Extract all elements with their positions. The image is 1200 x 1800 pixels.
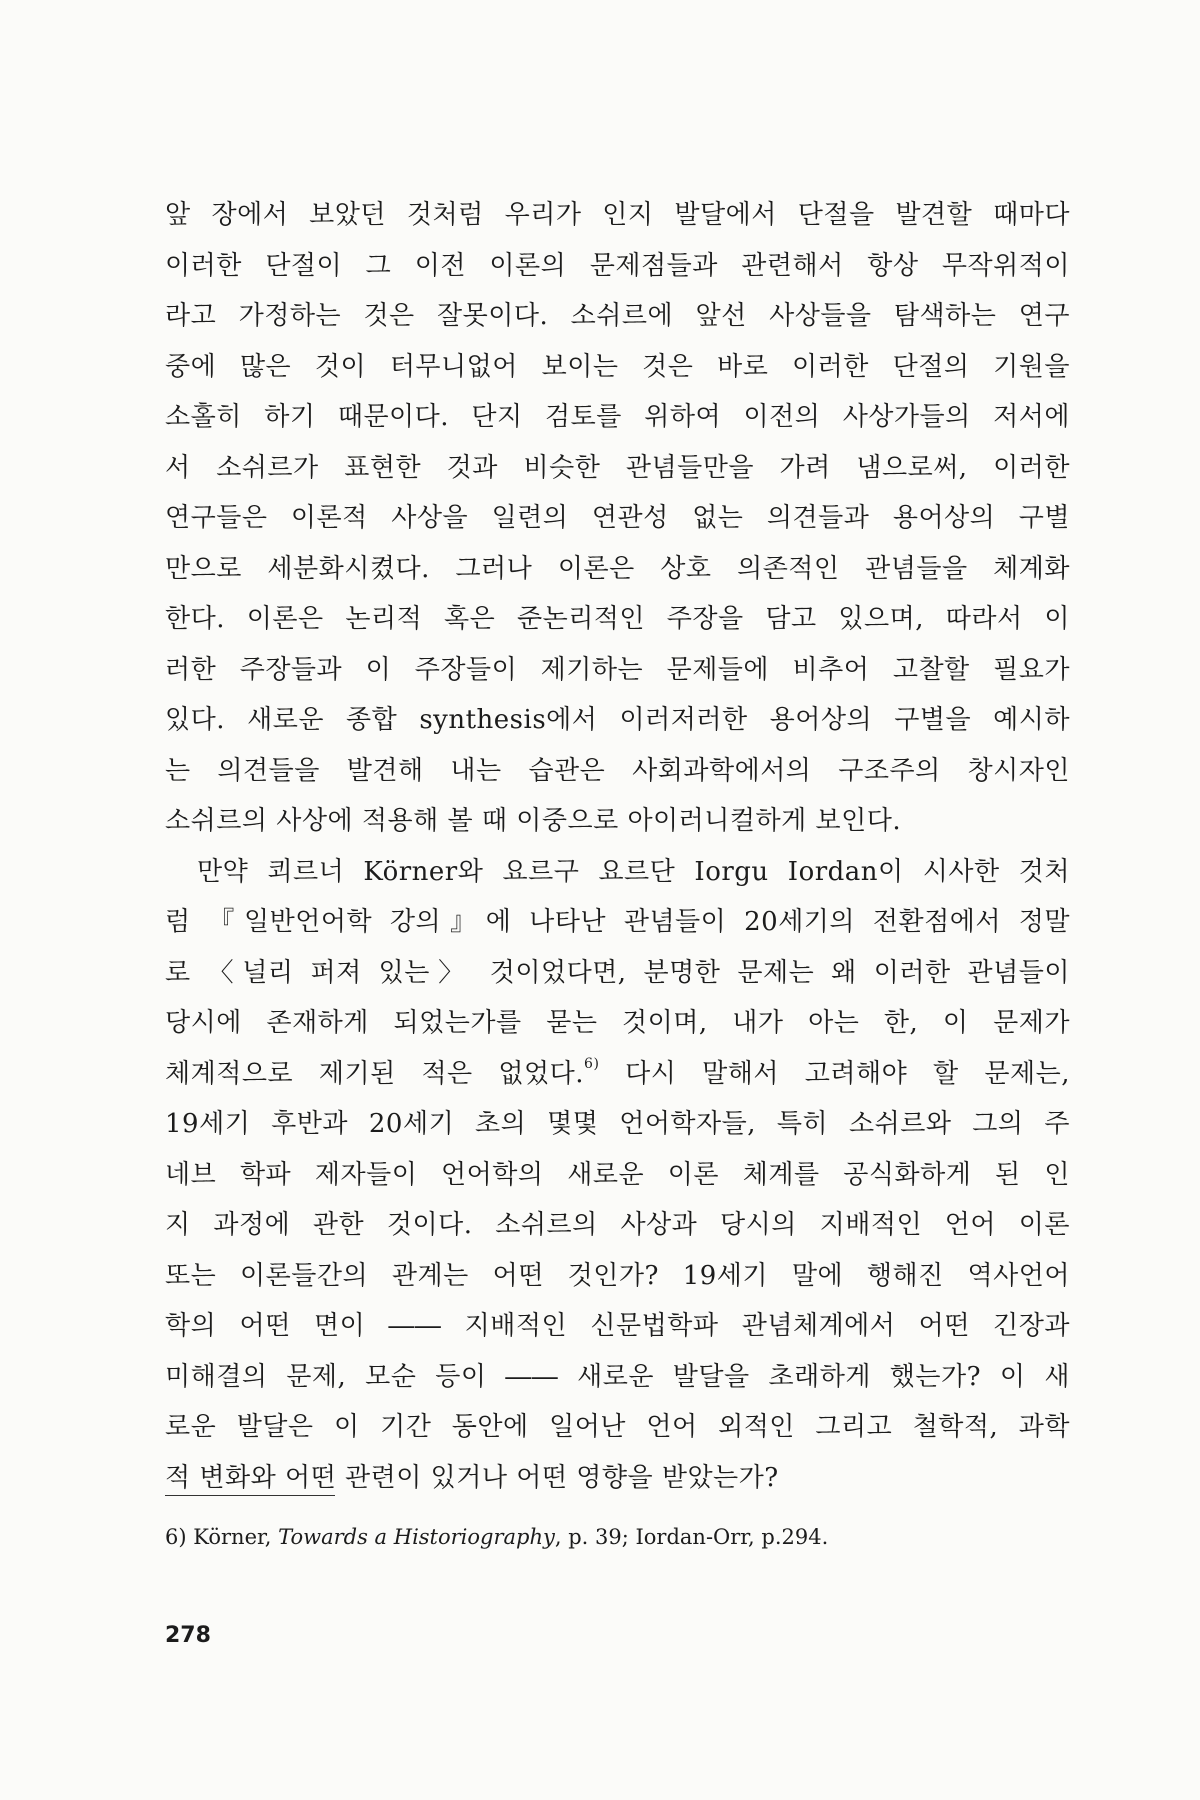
text-line: 당시에 존재하게 되었는가를 묻는 것이며, 내가 아는 한, 이 문제가 xyxy=(165,1008,1070,1038)
text-line: 연구들은 이론적 사상을 일련의 연관성 없는 의견들과 용어상의 구별 xyxy=(165,503,1070,533)
text-line: 중에 많은 것이 터무니없어 보이는 것은 바로 이러한 단절의 기원을 xyxy=(165,351,1070,382)
text-line: 지 과정에 관한 것이다. 소쉬르의 사상과 당시의 지배적인 언어 이론 xyxy=(165,1210,1070,1240)
text-line: 적 변화와 어떤 관련이 있거나 어떤 영향을 받았는가? xyxy=(165,1462,779,1493)
text-line: 만으로 세분화시켰다. 그러나 이론은 상호 의존적인 관념들을 체계화 xyxy=(165,553,1070,584)
text-line: 러한 주장들과 이 주장들이 제기하는 문제들에 비추어 고찰할 필요가 xyxy=(165,654,1070,685)
text-line: 앞 장에서 보았던 것처럼 우리가 인지 발달에서 단절을 발견할 때마다 xyxy=(165,200,1070,230)
body-text xyxy=(165,190,1070,1503)
text-line: 는 의견들을 발견해 내는 습관은 사회과학에서의 구조주의 창시자인 xyxy=(165,755,1070,786)
text-line: 미해결의 문제, 모순 등이 ―― 새로운 발달을 초래하게 했는가? 이 새 xyxy=(165,1361,1070,1392)
text-line: 라고 가정하는 것은 잘못이다. 소쉬르에 앞선 사상들을 탐색하는 연구 xyxy=(165,301,1070,331)
text-line: 19세기 후반과 20세기 초의 몇몇 언어학자들, 특히 소쉬르와 그의 주 xyxy=(165,1109,1070,1139)
text-line: 학의 어떤 면이 ―― 지배적인 신문법학파 관념체계에서 어떤 긴장과 xyxy=(165,1311,1070,1341)
footnote-reference: 6) xyxy=(584,1055,600,1072)
footnote-divider xyxy=(165,1495,335,1496)
text-line: 만약 쾨르너 Körner와 요르구 요르단 Iorgu Iordan이 시사한 것처 xyxy=(197,856,1070,887)
text-line: 서 소쉬르가 표현한 것과 비슷한 관념들만을 가려 냄으로써, 이러한 xyxy=(165,452,1070,483)
paragraph-2 xyxy=(165,847,1070,1504)
text-line: 또는 이론들간의 관계는 어떤 것인가? 19세기 말에 행해진 역사언어 xyxy=(165,1260,1070,1291)
text-line: 한다. 이론은 논리적 혹은 준논리적인 주장을 담고 있으며, 따라서 이 xyxy=(165,604,1070,634)
footnote-number: 6) xyxy=(165,1525,187,1549)
text-line: 로운 발달은 이 기간 동안에 일어난 언어 외적인 그리고 철학적, 과학 xyxy=(165,1412,1070,1442)
footnote-6 xyxy=(165,1525,828,1549)
text-line: 로 〈널리 퍼져 있는〉 것이었다면, 분명한 문제는 왜 이러한 관념들이 xyxy=(165,957,1070,988)
text-line: 소쉬르의 사상에 적용해 볼 때 이중으로 아이러니컬하게 보인다. xyxy=(165,806,902,836)
footnote-rest: , p. 39; Iordan-Orr, p.294. xyxy=(554,1525,829,1549)
page-number: 278 xyxy=(165,1623,211,1648)
text-line: 있다. 새로운 종합 synthesis에서 이러저러한 용어상의 구별을 예시하 xyxy=(165,705,1070,735)
text-line: 네브 학파 제자들이 언어학의 새로운 이론 체계를 공식화하게 된 인 xyxy=(165,1159,1070,1190)
text-line: 소홀히 하기 때문이다. 단지 검토를 위하여 이전의 사상가들의 저서에 xyxy=(165,402,1070,432)
text-line: 이러한 단절이 그 이전 이론의 문제점들과 관련해서 항상 무작위적이 xyxy=(165,250,1070,281)
footnote-author: Körner, xyxy=(193,1525,272,1549)
text-line: 체계적으로 제기된 적은 없었다.$^{6)}$ 다시 말해서 고려해야 할 문제는, xyxy=(165,1055,1070,1089)
paragraph-1 xyxy=(165,190,1070,847)
text-line: 럼 『일반언어학 강의』에 나타난 관념들이 20세기의 전환점에서 정말 xyxy=(165,907,1070,937)
footnote-title: Towards a Historiography xyxy=(278,1525,555,1549)
